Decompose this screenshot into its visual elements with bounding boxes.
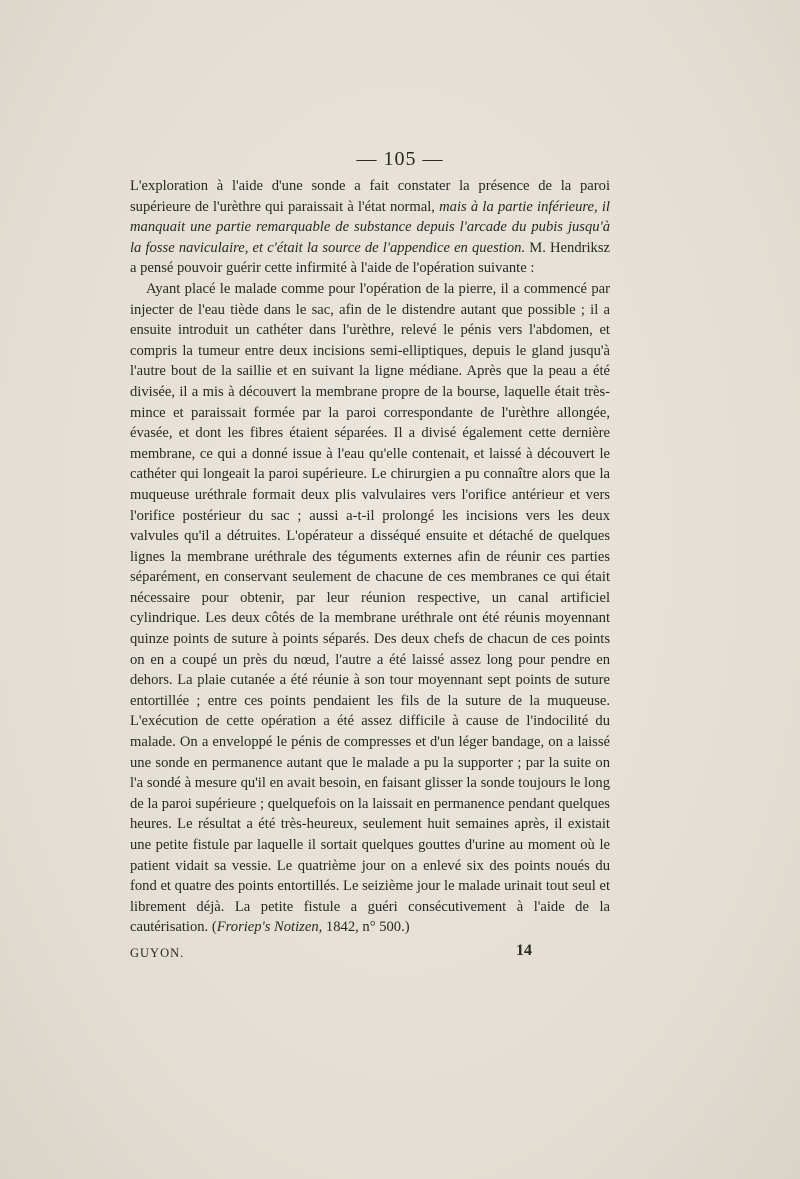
paragraph-2: [130, 279, 610, 938]
citation-source: Froriep's Notizen,: [216, 919, 323, 936]
paragraph-1-text-b: M. Hendriksz a pensé pouvoir guérir cette infirmité à l'aide de l'opération suivante :: [130, 239, 610, 277]
paragraph-2-text: Ayant placé le malade comme pour l'opération de la pierre, il a commencé par injecter de l'eau tiède dans le sac, afin de le distendre autant que possible ; il a ensuite introduit un cathéter dans l'urèthre, relevé le pénis vers l'abdomen, et compris la tumeur entre deux incisions semi-elliptiques, depuis le gland jusqu'à l'autre bout de la saillie et en suivant la ligne médiane. Après que la peau a été divisée, il a mis à découvert la membrane propre de la bourse, laquelle était très-mince et paraissait formée par la paroi correspondante de l'urèthre allongée, évasée, et dont les fibres étaient séparées. Il a divisé également cette dernière membrane, ce qui a donné issue à l'eau qu'elle contenait, et laissé à découvert le cathéter qui longeait la paroi supérieure. Le chirurgien a pu connaître alors que la muqueuse uréthrale formait deux plis valvulaires vers l'orifice antérieur et vers l'orifice postérieur du sac ; aussi a-t-il prolongé les incisions vers les deux valvules qu'il a détruites. L'opérateur a disséqué ensuite et détaché de quelques lignes la membrane uréthrale des téguments externes afin de réunir ces parties séparément, en conservant seulement de chacune de ces membranes ce qui était nécessaire pour obtenir, par leur réunion respective, un canal artificiel cylindrique. Les deux côtés de la membrane uréthrale ont été réunis moyennant quinze points de suture à points séparés. Des deux chefs de chacun de ces points on en a coupé un près du nœud, l'autre a été laissé assez long pour pendre en dehors. La plaie cutanée a été réunie à son tour moyennant sept points de suture entortillée ; entre ces points pendaient les fils de la suture de la muqueuse. L'exécution de cette opération a été assez difficile à cause de l'indocilité du malade. On a enveloppé le pénis de compresses et d'un léger bandage, on a laissé une sonde en permanence autant que le malade a pu la supporter ; par la suite on l'a sondé à mesure qu'il en avait besoin, en faisant glisser la sonde toujours le long de la paroi supérieure ; quelquefois on la laissait en permanence pendant quelques heures. Le résultat a été très-heureux, seulement huit semaines après, il existait une petite fistule par laquelle il sortait quelques gouttes d'urine au moment où le patient vidait sa vessie. Le quatrième jour on a enlevé six des points noués du fond et quatre des points entortillés. Le seizième jour le malade urinait tout seul et librement déjà. La petite fistule a guéri consécutivement à l'aide de la cautérisation. (: [130, 280, 610, 936]
signature-mark: 14: [516, 942, 532, 959]
body-text: [130, 176, 610, 938]
paragraph-1-text-a: L'exploration à l'aide d'une sonde a fait constater la présence de la paroi supérieure de l'urèthre qui paraissait à l'état normal,: [130, 178, 610, 215]
page-number: — 105 —: [356, 148, 444, 170]
footer-author: GUYON.: [130, 946, 185, 960]
citation-reference: 1842, n° 500.): [322, 919, 410, 936]
paragraph-1: [130, 176, 610, 279]
paragraph-1-italic: mais à la partie inférieure, il manquait une partie remarquable de substance depuis l'arcade du pubis jusqu'à la fosse naviculaire, et c'était la source de l'appendice en question.: [130, 198, 610, 256]
